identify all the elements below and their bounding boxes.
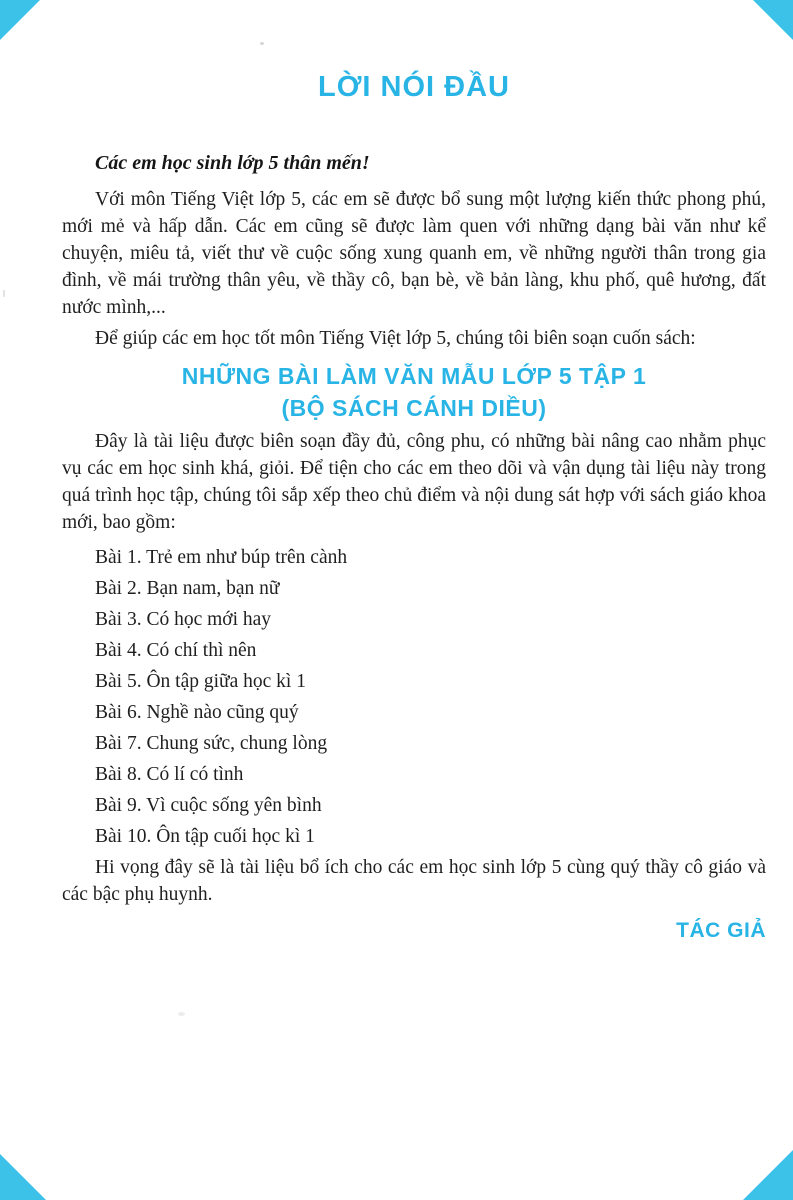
author-signature: TÁC GIẢ xyxy=(676,919,766,942)
lesson-list-item: Bài 7. Chung sức, chung lòng xyxy=(95,733,328,754)
paragraph-closing: Hi vọng đây sẽ là tài liệu bổ ích cho các em học sinh lớp 5 cùng quý thầy cô giáo và các bậc phụ huynh. xyxy=(62,857,766,905)
paragraph-purpose: Để giúp các em học tốt môn Tiếng Việt lớp 5, chúng tôi biên soạn cuốn sách: xyxy=(95,328,696,349)
lesson-list-item: Bài 1. Trẻ em như búp trên cành xyxy=(95,547,348,568)
corner-triangle-top-left xyxy=(0,0,40,40)
scan-speck xyxy=(178,1012,185,1016)
lesson-list-item: Bài 9. Vì cuộc sống yên bình xyxy=(95,795,322,816)
corner-triangle-bottom-left xyxy=(0,1154,46,1200)
page-title: LỜI NÓI ĐẦU xyxy=(317,71,510,103)
paragraph-intro: Với môn Tiếng Việt lớp 5, các em sẽ được bổ sung một lượng kiến thức phong phú, mới mẻ và hấp dẫn. Các em cũng sẽ được làm quen với những dạng bài văn như kể chuyện, miêu tả, viết thư về cuộc sống xung quanh em, về những người thân trong gia đình, về mái trường thân yêu, về thầy cô, bạn bè, về bản làng, khu phố, quê hương, đất nước mình,... xyxy=(62,189,766,318)
book-title-line-2: (BỘ SÁCH CÁNH DIỀU) xyxy=(281,395,547,421)
corner-triangle-bottom-right xyxy=(743,1150,793,1200)
lesson-list-item: Bài 5. Ôn tập giữa học kì 1 xyxy=(95,671,306,692)
greeting-line: Các em học sinh lớp 5 thân mến! xyxy=(95,152,370,174)
lesson-list-item: Bài 8. Có lí có tình xyxy=(95,764,244,785)
lesson-list-item: Bài 10. Ôn tập cuối học kì 1 xyxy=(95,826,315,847)
scan-speck xyxy=(3,290,5,297)
lesson-list-item: Bài 2. Bạn nam, bạn nữ xyxy=(95,578,280,599)
book-title-line-1: NHỮNG BÀI LÀM VĂN MẪU LỚP 5 TẬP 1 xyxy=(181,363,647,389)
lesson-list-item: Bài 3. Có học mới hay xyxy=(95,609,272,630)
preface-content xyxy=(62,0,766,944)
lesson-list-item: Bài 6. Nghề nào cũng quý xyxy=(95,702,299,723)
lesson-list xyxy=(62,542,766,852)
paragraph-description: Đây là tài liệu được biên soạn đầy đủ, công phu, có những bài nâng cao nhằm phục vụ các em học sinh khá, giỏi. Để tiện cho các em theo dõi và vận dụng tài liệu này trong quá trình học tập, chúng tôi sắp xếp theo chủ điểm và nội dung sát hợp với sách giáo khoa mới, bao gồm: xyxy=(62,431,766,533)
lesson-list-item: Bài 4. Có chí thì nên xyxy=(95,640,257,661)
